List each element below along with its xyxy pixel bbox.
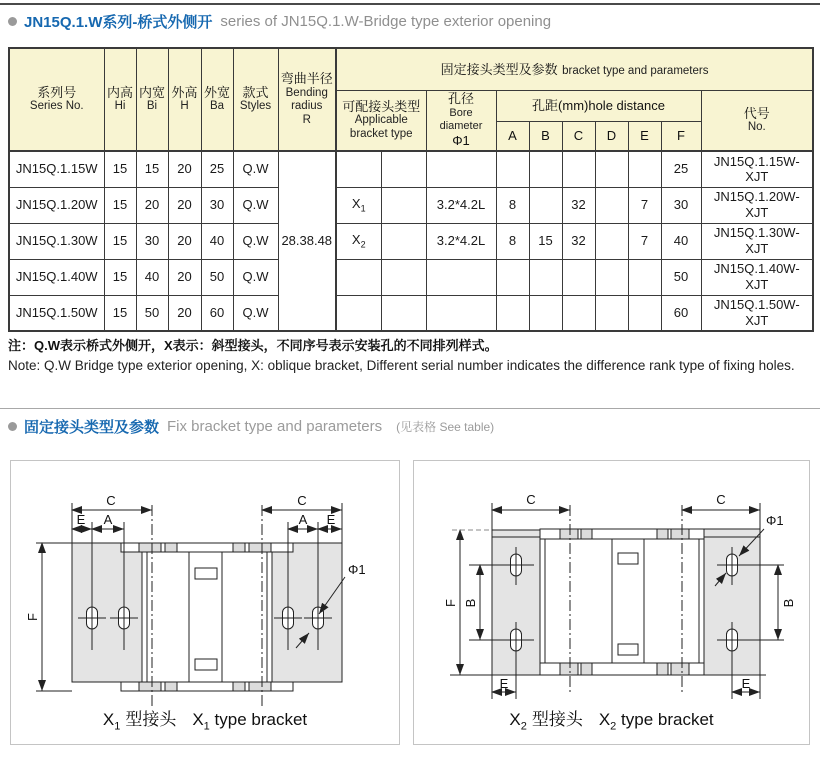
col-header-d: D	[595, 121, 628, 151]
cell-code: JN15Q.1.40W-XJT	[701, 259, 813, 295]
col-header-bore-diameter: 孔径 Bore diameter Φ1	[426, 90, 496, 151]
col-header-styles: 款式 Styles	[233, 48, 278, 151]
x1-bracket-drawing	[11, 467, 399, 713]
cell-c: 32	[562, 187, 595, 223]
col-header-code: 代号 No.	[701, 90, 813, 151]
dim-label-c-right: C	[297, 493, 307, 508]
dim-label-phi: Φ1	[348, 562, 366, 577]
cell-bracket-type-sub	[381, 223, 426, 259]
cell-bracket-type: $X_2$	[336, 223, 381, 259]
dim-label-b-left: B	[463, 598, 478, 608]
cell-b	[529, 187, 562, 223]
cell-ba: 30	[201, 187, 233, 223]
dim-label-f: F	[443, 599, 458, 607]
cell-f: 60	[661, 295, 701, 331]
page-title-zh: JN15Q.1.W系列-桥式外侧开	[24, 14, 213, 31]
cell-a	[496, 295, 529, 331]
col-header-bi: 内宽 Bi	[136, 48, 168, 151]
cell-d	[595, 187, 628, 223]
cell-a	[496, 259, 529, 295]
dim-label-e-right: E	[326, 512, 336, 527]
table-row	[9, 223, 813, 259]
cell-bracket-type: $X_1$	[336, 187, 381, 223]
diagram-panels	[10, 460, 810, 745]
cell-d	[595, 295, 628, 331]
cell-style: Q.W	[233, 151, 278, 187]
cell-bore: 3.2*4.2L	[426, 223, 496, 259]
cell-series: JN15Q.1.20W	[9, 187, 104, 223]
cell-e	[628, 151, 661, 187]
col-header-hole-distance: 孔距(mm)hole distance	[496, 90, 701, 121]
cell-c	[562, 151, 595, 187]
cell-f: 25	[661, 151, 701, 187]
table-row	[9, 187, 813, 223]
cell-d	[595, 259, 628, 295]
cell-bracket-type-sub	[381, 187, 426, 223]
cell-bore	[426, 259, 496, 295]
dim-label-a-right: A	[298, 512, 308, 527]
cell-d	[595, 151, 628, 187]
bullet-icon	[8, 17, 17, 26]
cell-e	[628, 295, 661, 331]
cell-code: JN15Q.1.50W-XJT	[701, 295, 813, 331]
diagram-panel-x1	[10, 460, 400, 745]
cell-h: 20	[168, 295, 201, 331]
cell-b	[529, 295, 562, 331]
cell-h: 20	[168, 151, 201, 187]
cell-hi: 15	[104, 259, 136, 295]
cell-bore	[426, 295, 496, 331]
cell-ba: 60	[201, 295, 233, 331]
col-header-e: E	[628, 121, 661, 151]
cell-hi: 15	[104, 151, 136, 187]
section-title	[8, 416, 494, 437]
col-header-bending-radius: 弯曲半径 Bending radius R	[278, 48, 336, 151]
cell-series: JN15Q.1.50W	[9, 295, 104, 331]
cell-a: 8	[496, 187, 529, 223]
cell-b	[529, 151, 562, 187]
x1-caption: $X_1$ 型接头 $X_1$ type bracket	[102, 709, 308, 732]
x2-bracket-drawing	[414, 467, 810, 713]
cell-ba: 25	[201, 151, 233, 187]
cell-e	[628, 259, 661, 295]
table-row	[9, 295, 813, 331]
page-title	[8, 11, 551, 32]
cell-bending-radius: 28.38.48	[278, 151, 336, 331]
cell-bracket-type	[336, 151, 381, 187]
cell-h: 20	[168, 259, 201, 295]
dim-label-e-right: E	[741, 676, 751, 691]
table-row	[9, 259, 813, 295]
col-header-f: F	[661, 121, 701, 151]
cell-bi: 50	[136, 295, 168, 331]
dim-label-c-right: C	[716, 492, 726, 507]
col-header-applicable-bracket: 可配接头类型 Applicable bracket type	[336, 90, 426, 151]
cell-bi: 40	[136, 259, 168, 295]
cell-f: 50	[661, 259, 701, 295]
cell-bracket-type-sub	[381, 259, 426, 295]
dim-label-f: F	[25, 613, 40, 621]
col-header-ba: 外宽 Ba	[201, 48, 233, 151]
dim-label-a-left: A	[103, 512, 113, 527]
table-notes	[8, 337, 812, 375]
dim-label-phi: Φ1	[766, 513, 784, 528]
cell-series: JN15Q.1.30W	[9, 223, 104, 259]
cell-b: 15	[529, 223, 562, 259]
top-rule	[0, 3, 820, 5]
group-header-bracket: 固定接头类型及参数 bracket type and parameters	[336, 48, 813, 90]
cell-bracket-type-sub	[381, 295, 426, 331]
page-title-en: series of JN15Q.1.W-Bridge type exterior opening	[220, 13, 552, 30]
cell-style: Q.W	[233, 187, 278, 223]
table-header-row	[9, 48, 813, 90]
cell-bracket-type	[336, 295, 381, 331]
section-title-en: Fix bracket type and parameters	[167, 418, 383, 435]
section-divider	[0, 408, 820, 409]
section-title-hint: (见表格 See table)	[396, 420, 495, 434]
spec-table	[8, 47, 814, 332]
cell-series: JN15Q.1.15W	[9, 151, 104, 187]
col-header-b: B	[529, 121, 562, 151]
dim-label-e-left: E	[499, 676, 509, 691]
cell-series: JN15Q.1.40W	[9, 259, 104, 295]
cell-b	[529, 259, 562, 295]
cell-bore: 3.2*4.2L	[426, 187, 496, 223]
bullet-icon	[8, 422, 17, 431]
cell-style: Q.W	[233, 223, 278, 259]
cell-hi: 15	[104, 187, 136, 223]
cell-bi: 30	[136, 223, 168, 259]
note-zh: 注：Q.W表示桥式外侧开，X表示：斜型接头，不同序号表示安装孔的不同排列样式。	[8, 338, 498, 353]
col-header-a: A	[496, 121, 529, 151]
cell-style: Q.W	[233, 259, 278, 295]
cell-bi: 15	[136, 151, 168, 187]
cell-a: 8	[496, 223, 529, 259]
cell-code: JN15Q.1.20W-XJT	[701, 187, 813, 223]
cell-code: JN15Q.1.15W-XJT	[701, 151, 813, 187]
cell-bi: 20	[136, 187, 168, 223]
col-header-h: 外高 H	[168, 48, 201, 151]
cell-bracket-type-sub	[381, 151, 426, 187]
cell-d	[595, 223, 628, 259]
cell-bore	[426, 151, 496, 187]
cell-h: 20	[168, 187, 201, 223]
cell-c	[562, 295, 595, 331]
dim-label-e-left: E	[76, 512, 86, 527]
note-en: Note: Q.W Bridge type exterior opening, X: oblique bracket, Different serial number indicates the difference rank type of fixing holes.	[8, 357, 795, 373]
cell-h: 20	[168, 223, 201, 259]
col-header-hi: 内高 Hi	[104, 48, 136, 151]
cell-bracket-type	[336, 259, 381, 295]
diagram-panel-x2	[413, 460, 810, 745]
cell-style: Q.W	[233, 295, 278, 331]
cell-f: 40	[661, 223, 701, 259]
cell-c: 32	[562, 223, 595, 259]
cell-f: 30	[661, 187, 701, 223]
dim-label-b-right: B	[781, 598, 796, 608]
col-header-c: C	[562, 121, 595, 151]
dim-label-c-left: C	[106, 493, 116, 508]
cell-c	[562, 259, 595, 295]
cell-hi: 15	[104, 223, 136, 259]
cell-hi: 15	[104, 295, 136, 331]
col-header-series: 系列号 Series No.	[9, 48, 104, 151]
cell-a	[496, 151, 529, 187]
table-row	[9, 151, 813, 187]
cell-ba: 50	[201, 259, 233, 295]
cell-e: 7	[628, 223, 661, 259]
cell-code: JN15Q.1.30W-XJT	[701, 223, 813, 259]
cell-ba: 40	[201, 223, 233, 259]
cell-e: 7	[628, 187, 661, 223]
section-title-zh: 固定接头类型及参数	[24, 419, 160, 436]
x2-caption: $X_2$ 型接头 $X_2$ type bracket	[509, 709, 714, 732]
dim-label-c-left: C	[526, 492, 536, 507]
